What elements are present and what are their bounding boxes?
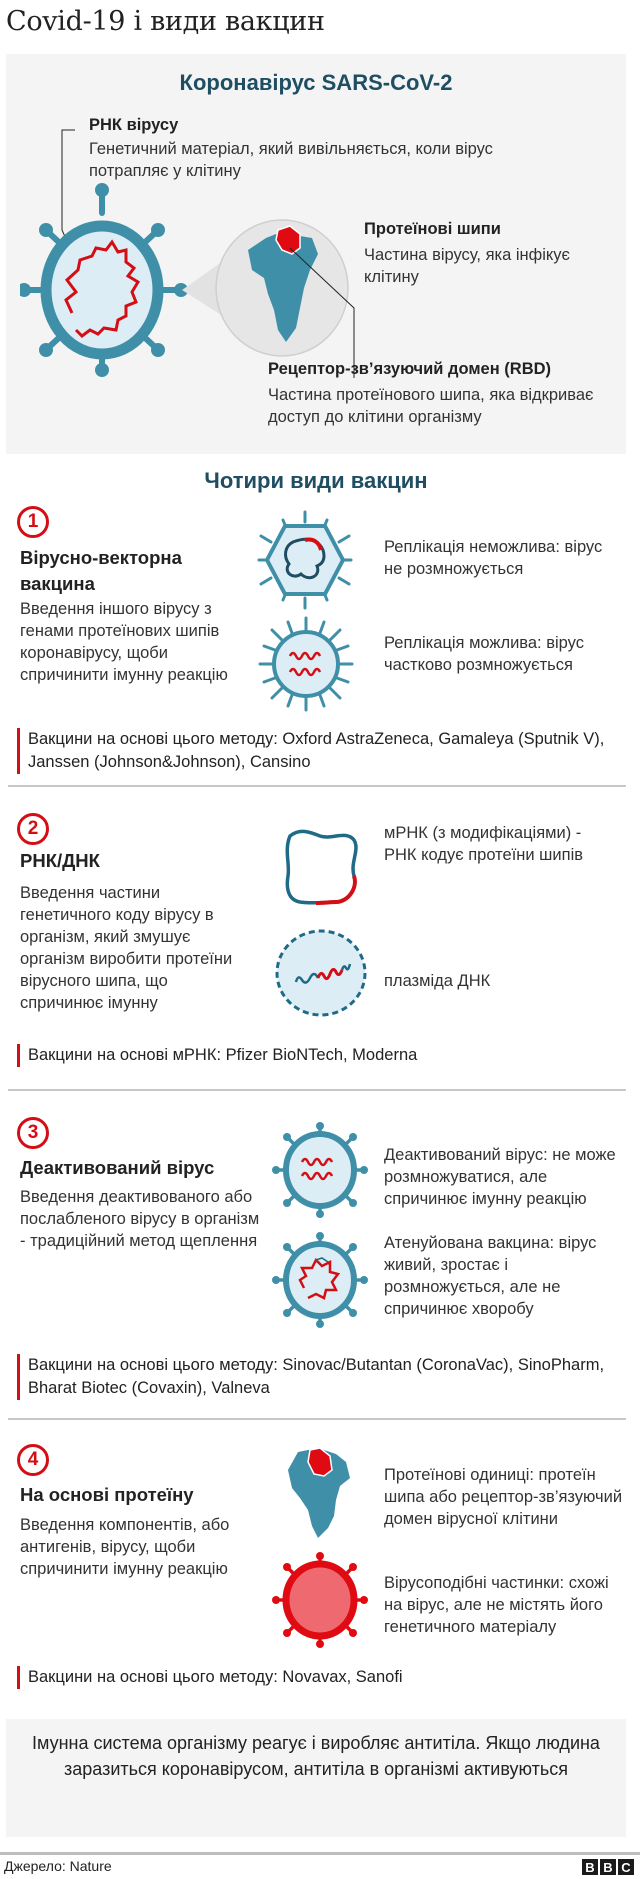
section-2-note: Вакцини на основі мРНК: Pfizer BioNTech, Moderna — [17, 1044, 617, 1067]
section-3-title: Деактивований вірус — [20, 1157, 215, 1178]
conclusion-text: Імунна система організму реагує і виробляє антитіла. Якщо людина заразиться коронавірусом, антитіла в організмі активуються — [32, 1733, 600, 1779]
section-2-desc: Введення частини генетичного коду вірусу в організм, який змушує організм виробити протеїни вірусного шипа, що спричинює імунну — [20, 884, 233, 1012]
section-1-item-2-text: Реплікація можлива: вірус частково розмножується — [384, 634, 584, 674]
section-3-number: 3 — [17, 1117, 49, 1149]
section-1-number: 1 — [17, 506, 49, 538]
section-2-title: РНК/ДНК — [20, 850, 100, 871]
divider — [8, 785, 626, 787]
section-4-item-1-text: Протеїнові одиниці: протеїн шипа або рецептор-зв’язуючий домен вірусної клітини — [384, 1466, 623, 1528]
dna-plasmid-icon — [274, 926, 368, 1020]
mrna-strand-icon — [280, 826, 362, 908]
spikes-desc: Частина вірусу, яка інфікує клітину — [364, 246, 570, 286]
footer-divider — [0, 1852, 640, 1855]
protein-subunit-icon — [286, 1448, 356, 1540]
inactivated-virus-icon — [272, 1122, 368, 1218]
rbd-desc: Частина протеїнового шипа, яка відкриває доступ до клітини організму — [268, 386, 594, 426]
section-3-desc: Введення деактивованого або послабленого вірусу в організм - традиційний метод щеплення — [20, 1188, 260, 1250]
source-text: Джерело: Nature — [4, 1858, 112, 1874]
vaccines-heading: Чотири види вакцин — [204, 468, 428, 493]
page-title: Covid-19 і види вакцин — [6, 6, 325, 37]
rna-label: РНК вірусу — [89, 116, 179, 134]
rbd-label: Рецептор-зв’язуючий домен (RBD) — [268, 360, 552, 378]
section-2-item-1-text: мРНК (з модифікаціями) - РНК кодує протеїни шипів — [384, 824, 584, 864]
bbc-logo-letter: B — [600, 1859, 616, 1875]
section-2-item-2-text: плазміда ДНК — [384, 972, 491, 990]
virus-like-particle-icon — [272, 1552, 368, 1648]
section-1-item-1-text: Реплікація неможлива: вірус не розмножується — [384, 538, 603, 578]
section-3-item-1-text: Деактивований вірус: не може розмножуватися, але спричинює імунну реакцію — [384, 1146, 616, 1208]
section-4-desc: Введення компонентів, або антигенів, вірусу, щоби спричинити імунну реакцію — [20, 1516, 230, 1578]
section-3-item-2-text: Атенуйована вакцина: вірус живий, зростає і розмножується, але не спричинює хворобу — [384, 1234, 597, 1318]
divider — [8, 1418, 626, 1420]
section-3-note: Вакцини на основі цього методу: Sinovac/Butantan (CoronaVac), SinoPharm, Bharat Biotec (Covaxin), Valneva — [17, 1354, 617, 1400]
spikes-label: Протеїнові шипи — [364, 220, 501, 238]
section-1-desc: Введення іншого вірусу з генами протеїнових шипів коронавірусу, щоби спричинити імунну реакцію — [20, 600, 228, 684]
section-4-note: Вакцини на основі цього методу: Novavax, Sanofi — [17, 1666, 617, 1689]
bbc-logo — [582, 1859, 634, 1875]
section-4-title: На основі протеїну — [20, 1484, 194, 1505]
section-1-title: Вірусно-векторна вакцина — [20, 547, 182, 594]
bbc-logo-letter: B — [582, 1859, 598, 1875]
section-4-number: 4 — [17, 1444, 49, 1476]
attenuated-virus-icon — [272, 1232, 368, 1328]
section-1-note: Вакцини на основі цього методу: Oxford AstraZeneca, Gamaleya (Sputnik V), Janssen (Johnson&Johnson), Cansino — [17, 728, 617, 774]
bbc-logo-letter: C — [618, 1859, 634, 1875]
divider — [8, 1089, 626, 1091]
section-4-item-2-text: Вірусоподібні частинки: схожі на вірус, але не містять його генетичного матеріалу — [384, 1574, 609, 1636]
section-2-number: 2 — [17, 813, 49, 845]
non-replicating-vector-virus-icon — [255, 510, 355, 610]
rna-desc: Генетичний матеріал, який вивільняється, коли вірус потрапляє у клітину — [89, 140, 493, 180]
replicating-vector-virus-icon — [258, 616, 354, 712]
coronavirus-heading: Коронавірус SARS-CoV-2 — [179, 70, 453, 95]
